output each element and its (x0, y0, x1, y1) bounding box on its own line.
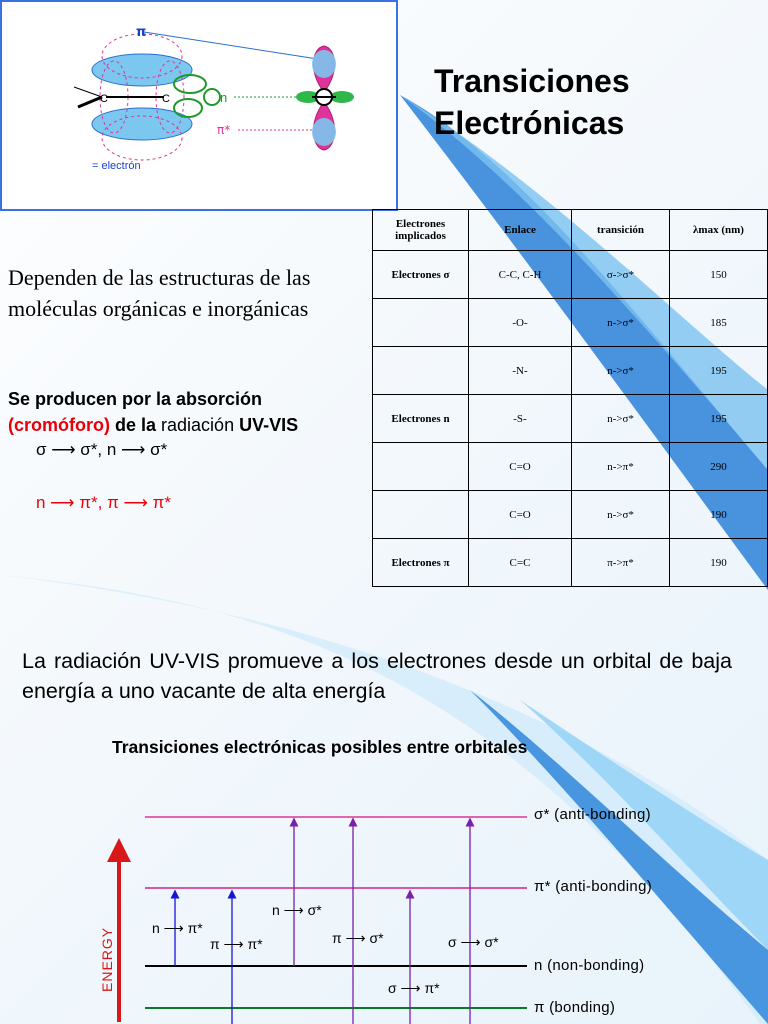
intro-text: Dependen de las estructuras de las moléculas orgánicas e inorgánicas (8, 265, 311, 321)
table-cell: C-C, C-H (469, 251, 572, 299)
table-cell: n->σ* (572, 395, 670, 443)
table-row (373, 251, 768, 299)
table-cell: 150 (670, 251, 768, 299)
table-cell: n->σ* (572, 299, 670, 347)
energy-label: ENERGY (99, 926, 115, 992)
transitions-table (372, 209, 768, 587)
table-cell: 290 (670, 443, 768, 491)
absorption-part-4: radiación (161, 415, 240, 435)
uv-vis-label: UV-VIS (239, 415, 299, 435)
label-pi: π (bonding) (534, 999, 616, 1016)
col-header-lambda: λmax (nm) (670, 210, 768, 251)
page-title (434, 60, 630, 144)
table-cell: C=O (469, 491, 572, 539)
svg-text:C: C (100, 93, 108, 105)
label-n: n (non-bonding) (534, 957, 645, 974)
table-row (373, 491, 768, 539)
label-pi-sigmastar: π ⟶ σ* (332, 930, 384, 946)
diagram-title: Transiciones electrónicas posibles entre orbitales (112, 737, 528, 757)
chromophore-label: (cromóforo) (8, 415, 110, 435)
table-cell: n->π* (572, 443, 670, 491)
table-cell: 195 (670, 347, 768, 395)
col-header-bond: Enlace (469, 210, 572, 251)
table-cell: n->σ* (572, 491, 670, 539)
table-cell: -S- (469, 395, 572, 443)
table-cell: 190 (670, 491, 768, 539)
table-cell: σ->σ* (572, 251, 670, 299)
equation-sigma: σ ⟶ σ*, n ⟶ σ* (36, 440, 168, 459)
table-header-row (373, 210, 768, 251)
absorption-text (8, 386, 298, 438)
table-cell: 195 (670, 395, 768, 443)
label-sigma-pistar: σ ⟶ π* (388, 980, 440, 996)
title-line-2: Electrónicas (434, 105, 625, 141)
table-row (373, 395, 768, 443)
table-cell: C=C (469, 539, 572, 587)
label-pi-pistar: π ⟶ π* (210, 936, 263, 952)
table-cell (373, 299, 469, 347)
svg-text:n: n (220, 90, 228, 105)
table-cell: π->π* (572, 539, 670, 587)
orbital-figure (0, 0, 398, 211)
table-cell (373, 347, 469, 395)
absorption-part-3: de la (110, 415, 162, 435)
col-header-transition: transición (572, 210, 670, 251)
table-cell: -N- (469, 347, 572, 395)
table-cell: Electrones n (373, 395, 469, 443)
table-cell: 190 (670, 539, 768, 587)
svg-text:= electrón: = electrón (92, 160, 141, 172)
label-sigma-star: σ* (anti-bonding) (534, 806, 651, 823)
svg-text:π*: π* (217, 123, 231, 137)
table-cell: C=O (469, 443, 572, 491)
uv-vis-description: La radiación UV-VIS promueve a los electrones desde un orbital de baja energía a uno vacante de alta energía (22, 649, 732, 703)
table-row (373, 299, 768, 347)
table-cell: -O- (469, 299, 572, 347)
table-cell (373, 491, 469, 539)
label-pi-star: π* (anti-bonding) (534, 878, 653, 895)
table-row (373, 347, 768, 395)
table-cell: n->σ* (572, 347, 670, 395)
table-row (373, 443, 768, 491)
table-row (373, 539, 768, 587)
svg-text:π: π (136, 25, 147, 40)
table-cell: Electrones π (373, 539, 469, 587)
svg-text:C: C (162, 93, 170, 105)
energy-diagram (0, 760, 768, 1024)
table-cell: Electrones σ (373, 251, 469, 299)
equation-pi: n ⟶ π*, π ⟶ π* (36, 493, 171, 512)
label-n-sigmastar: n ⟶ σ* (272, 902, 322, 918)
col-header-electrons: Electrones implicados (373, 210, 469, 251)
table-cell (373, 443, 469, 491)
label-sigma-sigmastar: σ ⟶ σ* (448, 934, 499, 950)
absorption-part-1: Se producen por la absorción (8, 389, 263, 409)
table-cell: 185 (670, 299, 768, 347)
title-line-1: Transiciones (434, 63, 630, 99)
label-n-pistar: n ⟶ π* (152, 920, 203, 936)
